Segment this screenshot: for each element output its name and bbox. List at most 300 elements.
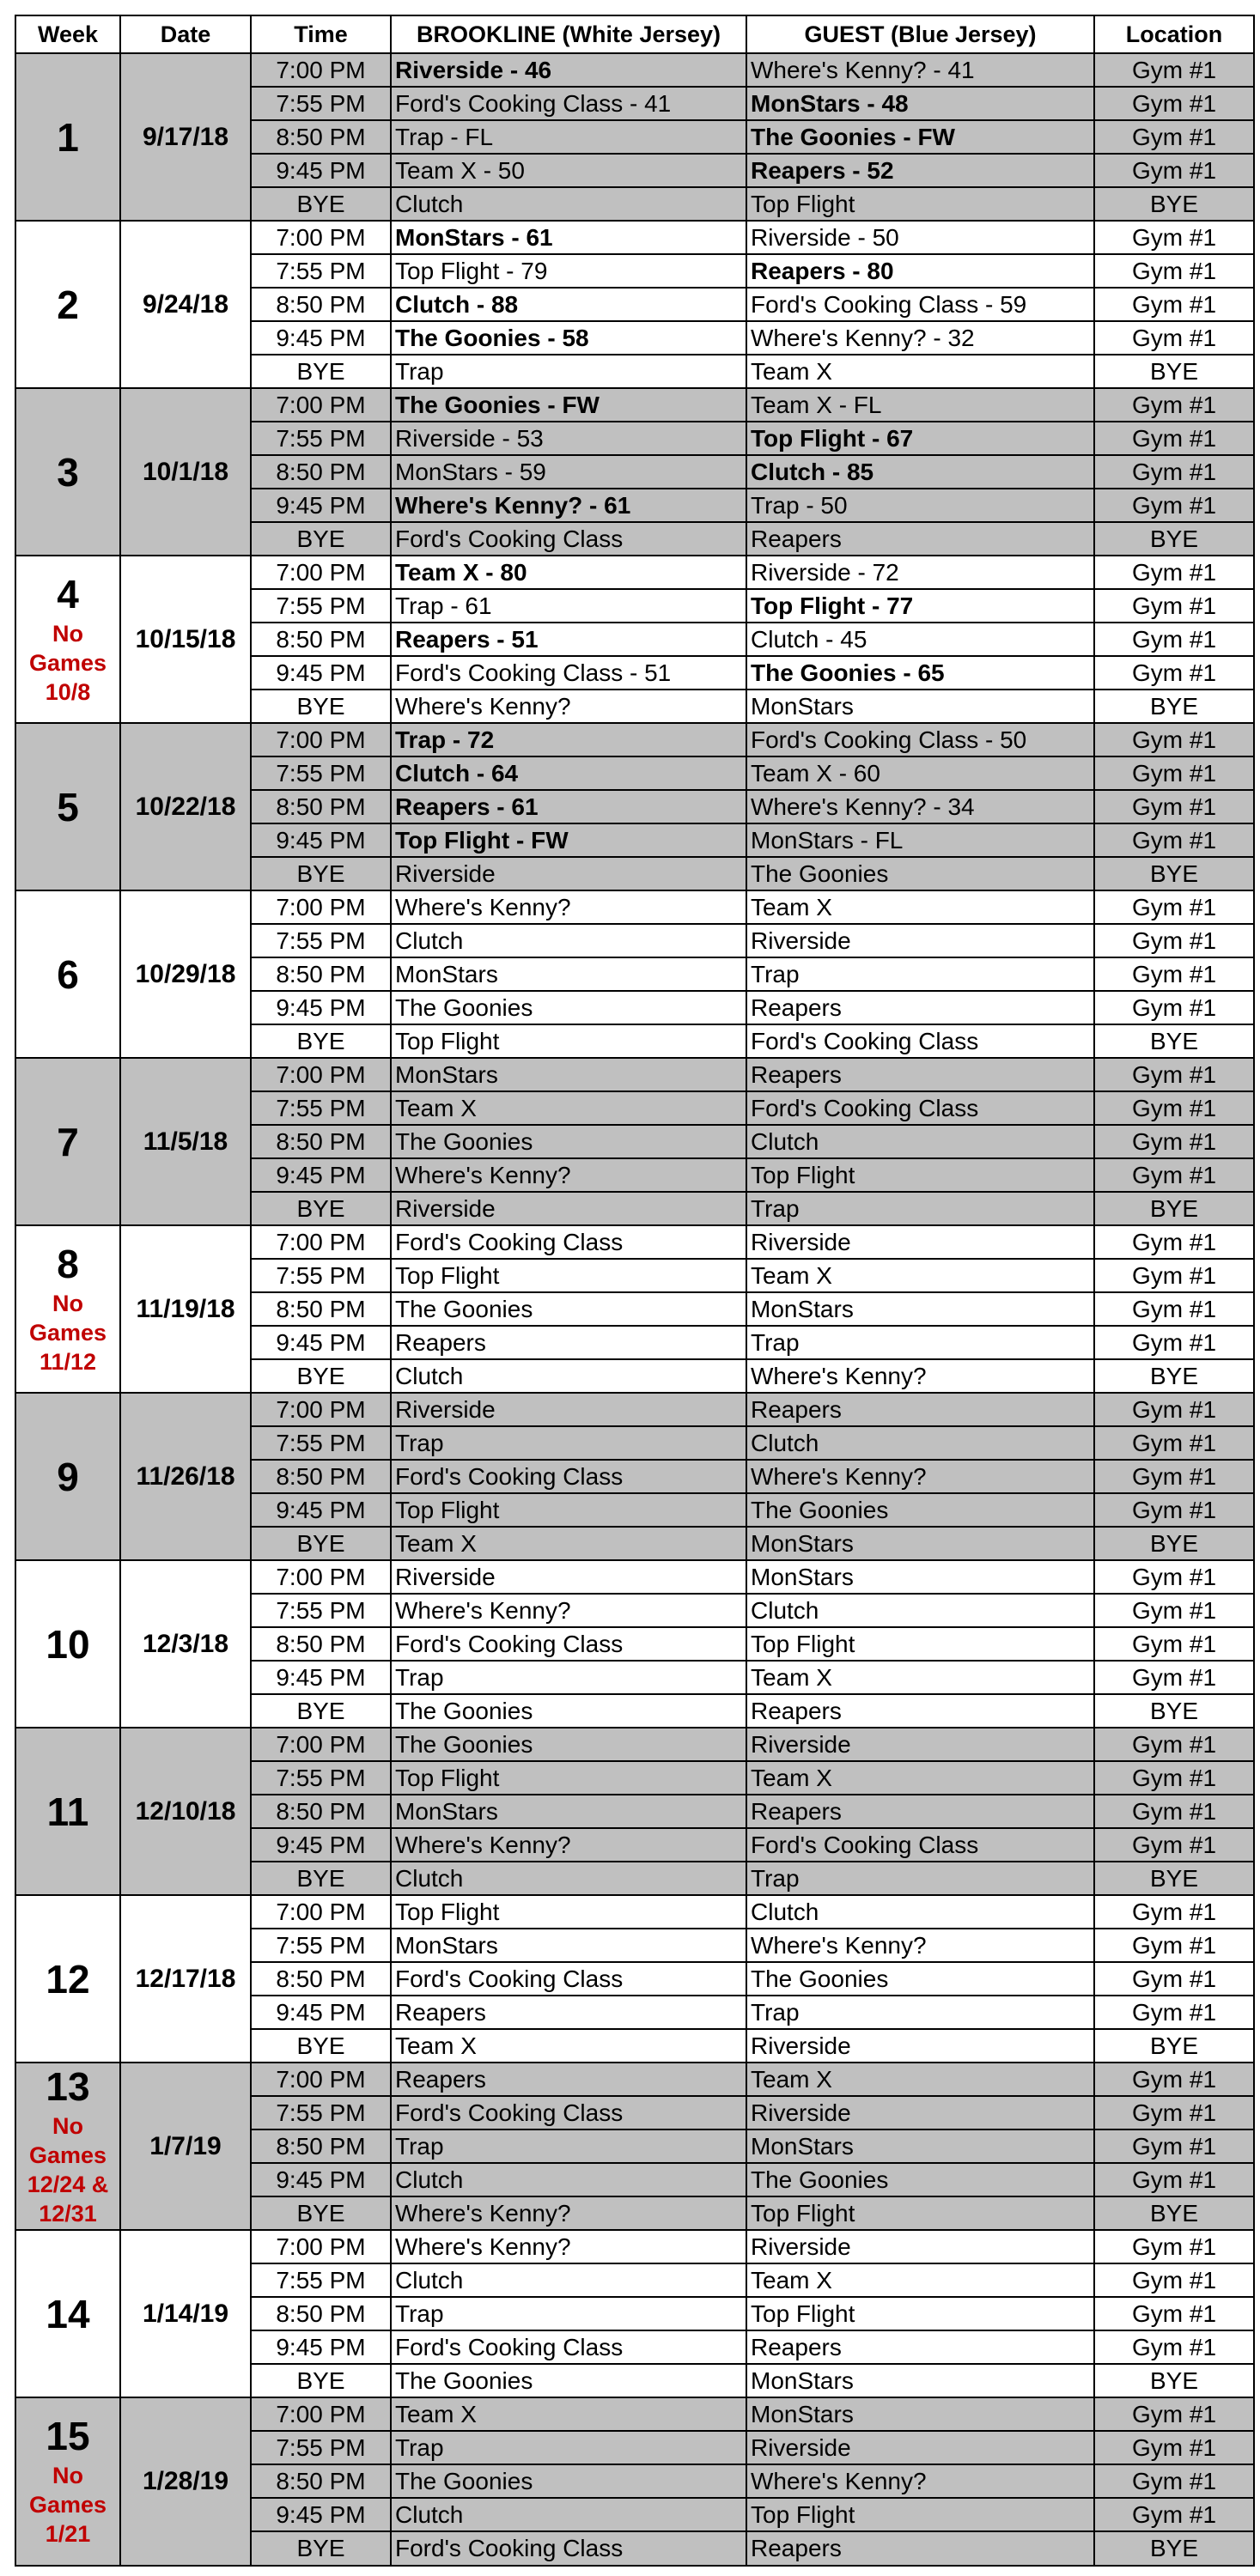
week-cell: [15, 53, 120, 221]
home-team: Ford's Cooking Class: [391, 2531, 746, 2566]
home-team: Where's Kenny?: [391, 2230, 746, 2263]
game-time: 7:00 PM: [251, 2230, 391, 2263]
game-time: 8:50 PM: [251, 455, 391, 489]
home-team: Top Flight: [391, 1761, 746, 1795]
game-time: BYE: [251, 1527, 391, 1560]
week-number: 12: [46, 1956, 90, 2002]
week-date: 11/19/18: [120, 1225, 251, 1393]
guest-team: MonStars: [746, 690, 1094, 723]
week-number: 4: [57, 571, 79, 617]
home-team: MonStars - 59: [391, 455, 746, 489]
no-games-note: No Games 1/21: [28, 2463, 107, 2548]
game-location: Gym #1: [1094, 87, 1254, 120]
game-time: 8:50 PM: [251, 2129, 391, 2163]
guest-team: The Goonies: [746, 2163, 1094, 2196]
game-location: Gym #1: [1094, 2129, 1254, 2163]
week-date: 10/22/18: [120, 723, 251, 890]
game-time: 9:45 PM: [251, 823, 391, 857]
header-row: [15, 15, 1254, 53]
week-date: 9/17/18: [120, 53, 251, 221]
home-team: Trap: [391, 1426, 746, 1460]
home-team: Team X: [391, 1527, 746, 1560]
no-games-note: No Games 11/12: [28, 1290, 107, 1375]
header-guest-team: GUEST (Blue Jersey): [746, 15, 1094, 53]
game-row: [15, 2230, 1254, 2263]
guest-team: Reapers: [746, 1393, 1094, 1426]
game-time: BYE: [251, 1694, 391, 1728]
game-time: 7:00 PM: [251, 890, 391, 924]
week-date: 10/15/18: [120, 556, 251, 723]
week-date: 1/28/19: [120, 2397, 251, 2566]
guest-team: The Goonies - 65: [746, 656, 1094, 690]
game-time: BYE: [251, 690, 391, 723]
guest-team: Riverside: [746, 1225, 1094, 1259]
game-time: 7:00 PM: [251, 1560, 391, 1594]
game-time: 7:55 PM: [251, 1929, 391, 1962]
home-team: Clutch: [391, 2163, 746, 2196]
game-location: Gym #1: [1094, 120, 1254, 154]
home-team: Clutch: [391, 1862, 746, 1895]
game-location: Gym #1: [1094, 53, 1254, 87]
game-time: BYE: [251, 1024, 391, 1058]
game-time: 7:55 PM: [251, 87, 391, 120]
guest-team: Top Flight: [746, 1627, 1094, 1661]
game-location: BYE: [1094, 2364, 1254, 2397]
week-number: 9: [57, 1454, 79, 1499]
home-team: Ford's Cooking Class: [391, 1627, 746, 1661]
game-location: BYE: [1094, 857, 1254, 890]
home-team: Ford's Cooking Class: [391, 1460, 746, 1493]
week-number: 1: [57, 114, 79, 160]
game-time: 8:50 PM: [251, 1627, 391, 1661]
game-location: Gym #1: [1094, 1225, 1254, 1259]
game-time: 7:00 PM: [251, 1393, 391, 1426]
game-location: BYE: [1094, 1694, 1254, 1728]
game-time: 7:55 PM: [251, 254, 391, 288]
home-team: Team X - 50: [391, 154, 746, 187]
guest-team: Where's Kenny?: [746, 1929, 1094, 1962]
game-location: Gym #1: [1094, 1091, 1254, 1125]
game-time: 9:45 PM: [251, 1661, 391, 1694]
guest-team: Riverside - 50: [746, 221, 1094, 254]
home-team: Ford's Cooking Class: [391, 2096, 746, 2129]
game-time: 9:45 PM: [251, 1996, 391, 2029]
guest-team: Top Flight: [746, 187, 1094, 221]
game-row: [15, 221, 1254, 254]
game-location: BYE: [1094, 1024, 1254, 1058]
home-team: MonStars: [391, 957, 746, 991]
game-time: 8:50 PM: [251, 288, 391, 321]
guest-team: Clutch: [746, 1895, 1094, 1929]
game-time: 9:45 PM: [251, 154, 391, 187]
game-location: Gym #1: [1094, 1795, 1254, 1828]
no-games-note: No Games 10/8: [28, 620, 107, 705]
game-time: BYE: [251, 355, 391, 388]
home-team: Trap: [391, 2431, 746, 2464]
home-team: MonStars: [391, 1058, 746, 1091]
week-cell: [15, 556, 120, 723]
game-time: 7:00 PM: [251, 221, 391, 254]
game-location: Gym #1: [1094, 556, 1254, 589]
home-team: Ford's Cooking Class: [391, 2330, 746, 2364]
week-number: 8: [57, 1241, 79, 1286]
game-location: Gym #1: [1094, 2063, 1254, 2096]
game-time: 8:50 PM: [251, 2464, 391, 2498]
guest-team: Reapers: [746, 2531, 1094, 2566]
guest-team: Where's Kenny?: [746, 2464, 1094, 2498]
game-location: Gym #1: [1094, 1393, 1254, 1426]
guest-team: Clutch - 45: [746, 623, 1094, 656]
guest-team: Team X: [746, 355, 1094, 388]
game-location: Gym #1: [1094, 1996, 1254, 2029]
game-time: 7:55 PM: [251, 1091, 391, 1125]
home-team: Riverside: [391, 857, 746, 890]
game-time: 8:50 PM: [251, 120, 391, 154]
game-time: 7:55 PM: [251, 2096, 391, 2129]
home-team: Ford's Cooking Class: [391, 522, 746, 556]
week-date: 11/5/18: [120, 1058, 251, 1225]
guest-team: Trap: [746, 1862, 1094, 1895]
game-time: BYE: [251, 522, 391, 556]
home-team: Where's Kenny?: [391, 690, 746, 723]
game-location: Gym #1: [1094, 1627, 1254, 1661]
game-time: 8:50 PM: [251, 1962, 391, 1996]
game-location: Gym #1: [1094, 890, 1254, 924]
week-number: 7: [57, 1119, 79, 1164]
week-date: 11/26/18: [120, 1393, 251, 1560]
guest-team: Team X: [746, 1761, 1094, 1795]
week-cell: [15, 1560, 120, 1728]
guest-team: Trap: [746, 957, 1094, 991]
game-location: BYE: [1094, 2531, 1254, 2566]
game-time: BYE: [251, 2029, 391, 2063]
home-team: The Goonies: [391, 2464, 746, 2498]
week-date: 12/17/18: [120, 1895, 251, 2063]
home-team: Clutch: [391, 1359, 746, 1393]
week-cell: [15, 1225, 120, 1393]
game-time: 8:50 PM: [251, 1460, 391, 1493]
guest-team: Where's Kenny? - 41: [746, 53, 1094, 87]
game-time: 7:55 PM: [251, 1259, 391, 1292]
guest-team: Top Flight: [746, 1158, 1094, 1192]
week-cell: [15, 221, 120, 388]
home-team: MonStars: [391, 1929, 746, 1962]
game-location: Gym #1: [1094, 2263, 1254, 2297]
home-team: Where's Kenny?: [391, 1158, 746, 1192]
game-location: Gym #1: [1094, 924, 1254, 957]
game-location: Gym #1: [1094, 823, 1254, 857]
home-team: Ford's Cooking Class - 51: [391, 656, 746, 690]
game-time: 9:45 PM: [251, 2330, 391, 2364]
home-team: Trap: [391, 355, 746, 388]
guest-team: Riverside: [746, 2230, 1094, 2263]
home-team: Trap: [391, 1661, 746, 1694]
week-cell: [15, 890, 120, 1058]
game-location: BYE: [1094, 1359, 1254, 1393]
game-location: Gym #1: [1094, 790, 1254, 823]
game-time: 7:00 PM: [251, 53, 391, 87]
guest-team: Ford's Cooking Class: [746, 1024, 1094, 1058]
game-time: 8:50 PM: [251, 1125, 391, 1158]
game-location: Gym #1: [1094, 589, 1254, 623]
game-row: [15, 53, 1254, 87]
home-team: Reapers - 51: [391, 623, 746, 656]
game-location: Gym #1: [1094, 656, 1254, 690]
guest-team: MonStars: [746, 2397, 1094, 2431]
game-location: Gym #1: [1094, 288, 1254, 321]
home-team: Reapers: [391, 1996, 746, 2029]
game-location: BYE: [1094, 522, 1254, 556]
header-location: Location: [1094, 15, 1254, 53]
game-location: Gym #1: [1094, 1560, 1254, 1594]
game-location: Gym #1: [1094, 1895, 1254, 1929]
game-location: Gym #1: [1094, 1493, 1254, 1527]
home-team: MonStars - 61: [391, 221, 746, 254]
header-time: Time: [251, 15, 391, 53]
home-team: Where's Kenny?: [391, 890, 746, 924]
guest-team: Where's Kenny? - 32: [746, 321, 1094, 355]
game-time: 9:45 PM: [251, 489, 391, 522]
game-location: Gym #1: [1094, 1594, 1254, 1627]
game-time: 8:50 PM: [251, 1795, 391, 1828]
game-location: Gym #1: [1094, 1058, 1254, 1091]
week-number: 13: [46, 2063, 90, 2109]
week-cell: [15, 1895, 120, 2063]
guest-team: Team X: [746, 2063, 1094, 2096]
guest-team: Team X - 60: [746, 756, 1094, 790]
game-location: BYE: [1094, 690, 1254, 723]
game-location: Gym #1: [1094, 321, 1254, 355]
game-row: [15, 1895, 1254, 1929]
header-date: Date: [120, 15, 251, 53]
home-team: Clutch: [391, 924, 746, 957]
guest-team: Reapers: [746, 2330, 1094, 2364]
game-time: BYE: [251, 1862, 391, 1895]
game-time: 8:50 PM: [251, 623, 391, 656]
guest-team: Trap - 50: [746, 489, 1094, 522]
home-team: Trap - 72: [391, 723, 746, 756]
home-team: Top Flight: [391, 1493, 746, 1527]
game-time: 8:50 PM: [251, 957, 391, 991]
home-team: The Goonies: [391, 1728, 746, 1761]
guest-team: The Goonies: [746, 1493, 1094, 1527]
game-location: Gym #1: [1094, 2464, 1254, 2498]
game-location: BYE: [1094, 355, 1254, 388]
home-team: Where's Kenny?: [391, 2196, 746, 2230]
game-time: 9:45 PM: [251, 656, 391, 690]
guest-team: Reapers - 52: [746, 154, 1094, 187]
game-row: [15, 556, 1254, 589]
home-team: Clutch: [391, 2498, 746, 2531]
game-time: 9:45 PM: [251, 1828, 391, 1862]
guest-team: Trap: [746, 1326, 1094, 1359]
game-row: [15, 2063, 1254, 2096]
home-team: Team X: [391, 1091, 746, 1125]
guest-team: Team X: [746, 2263, 1094, 2297]
game-time: 7:00 PM: [251, 1728, 391, 1761]
guest-team: Where's Kenny? - 34: [746, 790, 1094, 823]
week-cell: [15, 2063, 120, 2230]
home-team: Top Flight: [391, 1259, 746, 1292]
guest-team: Ford's Cooking Class - 59: [746, 288, 1094, 321]
schedule-body: [15, 53, 1254, 2566]
home-team: Reapers: [391, 2063, 746, 2096]
home-team: The Goonies: [391, 2364, 746, 2397]
game-time: BYE: [251, 2196, 391, 2230]
guest-team: Ford's Cooking Class: [746, 1828, 1094, 1862]
guest-team: Clutch: [746, 1426, 1094, 1460]
week-cell: [15, 388, 120, 556]
game-location: Gym #1: [1094, 221, 1254, 254]
game-row: [15, 1728, 1254, 1761]
game-time: 9:45 PM: [251, 1326, 391, 1359]
week-date: 1/14/19: [120, 2230, 251, 2397]
game-time: BYE: [251, 1359, 391, 1393]
home-team: Ford's Cooking Class: [391, 1225, 746, 1259]
game-location: Gym #1: [1094, 2397, 1254, 2431]
game-location: Gym #1: [1094, 2163, 1254, 2196]
home-team: The Goonies: [391, 1292, 746, 1326]
game-time: 7:55 PM: [251, 1426, 391, 1460]
game-row: [15, 723, 1254, 756]
home-team: The Goonies: [391, 1694, 746, 1728]
week-number: 15: [46, 2414, 90, 2459]
game-location: Gym #1: [1094, 1460, 1254, 1493]
game-time: 7:55 PM: [251, 589, 391, 623]
guest-team: Top Flight - 67: [746, 422, 1094, 455]
guest-team: MonStars - 48: [746, 87, 1094, 120]
home-team: Team X: [391, 2029, 746, 2063]
game-location: Gym #1: [1094, 1259, 1254, 1292]
game-location: Gym #1: [1094, 957, 1254, 991]
week-date: 9/24/18: [120, 221, 251, 388]
game-location: Gym #1: [1094, 1326, 1254, 1359]
game-time: 7:55 PM: [251, 924, 391, 957]
guest-team: Reapers: [746, 1795, 1094, 1828]
week-date: 10/29/18: [120, 890, 251, 1058]
week-number: 5: [57, 784, 79, 829]
game-location: Gym #1: [1094, 2330, 1254, 2364]
game-location: Gym #1: [1094, 1962, 1254, 1996]
guest-team: MonStars: [746, 2129, 1094, 2163]
game-time: 7:00 PM: [251, 2397, 391, 2431]
game-time: BYE: [251, 187, 391, 221]
game-location: BYE: [1094, 2029, 1254, 2063]
game-time: 9:45 PM: [251, 321, 391, 355]
game-location: Gym #1: [1094, 388, 1254, 422]
home-team: Clutch - 64: [391, 756, 746, 790]
game-time: 7:00 PM: [251, 1225, 391, 1259]
game-location: Gym #1: [1094, 1828, 1254, 1862]
week-date: 1/7/19: [120, 2063, 251, 2230]
guest-team: Clutch: [746, 1594, 1094, 1627]
game-location: Gym #1: [1094, 1728, 1254, 1761]
game-location: Gym #1: [1094, 756, 1254, 790]
game-location: Gym #1: [1094, 154, 1254, 187]
game-location: BYE: [1094, 1862, 1254, 1895]
week-number: 2: [57, 282, 79, 327]
home-team: The Goonies - FW: [391, 388, 746, 422]
week-number: 14: [46, 2291, 90, 2336]
game-time: 8:50 PM: [251, 790, 391, 823]
home-team: Riverside: [391, 1560, 746, 1594]
home-team: Clutch: [391, 2263, 746, 2297]
game-location: Gym #1: [1094, 1929, 1254, 1962]
game-time: BYE: [251, 1192, 391, 1225]
week-cell: [15, 1728, 120, 1895]
schedule-table: [15, 15, 1255, 2567]
game-location: Gym #1: [1094, 1125, 1254, 1158]
guest-team: Ford's Cooking Class - 50: [746, 723, 1094, 756]
home-team: Riverside: [391, 1192, 746, 1225]
guest-team: Trap: [746, 1192, 1094, 1225]
guest-team: Riverside: [746, 2029, 1094, 2063]
game-location: BYE: [1094, 1192, 1254, 1225]
week-date: 12/10/18: [120, 1728, 251, 1895]
guest-team: Team X: [746, 1661, 1094, 1694]
guest-team: Team X: [746, 890, 1094, 924]
game-location: Gym #1: [1094, 1426, 1254, 1460]
week-date: 10/1/18: [120, 388, 251, 556]
home-team: Reapers: [391, 1326, 746, 1359]
guest-team: Ford's Cooking Class: [746, 1091, 1094, 1125]
guest-team: Clutch: [746, 1125, 1094, 1158]
game-time: 7:55 PM: [251, 1761, 391, 1795]
game-time: 7:00 PM: [251, 1895, 391, 1929]
game-row: [15, 1058, 1254, 1091]
home-team: Top Flight - FW: [391, 823, 746, 857]
game-location: Gym #1: [1094, 1761, 1254, 1795]
guest-team: The Goonies - FW: [746, 120, 1094, 154]
guest-team: Reapers: [746, 1058, 1094, 1091]
home-team: Trap - FL: [391, 120, 746, 154]
week-cell: [15, 2397, 120, 2566]
game-time: BYE: [251, 857, 391, 890]
game-time: 7:00 PM: [251, 388, 391, 422]
guest-team: MonStars: [746, 1560, 1094, 1594]
week-cell: [15, 723, 120, 890]
home-team: Ford's Cooking Class: [391, 1962, 746, 1996]
week-cell: [15, 1393, 120, 1560]
game-row: [15, 388, 1254, 422]
game-time: 7:00 PM: [251, 2063, 391, 2096]
guest-team: MonStars: [746, 1292, 1094, 1326]
home-team: Ford's Cooking Class - 41: [391, 87, 746, 120]
game-time: 9:45 PM: [251, 1158, 391, 1192]
week-cell: [15, 1058, 120, 1225]
game-location: BYE: [1094, 1527, 1254, 1560]
game-time: 7:00 PM: [251, 1058, 391, 1091]
game-row: [15, 1225, 1254, 1259]
guest-team: Team X: [746, 1259, 1094, 1292]
home-team: Trap: [391, 2297, 746, 2330]
home-team: Riverside - 46: [391, 53, 746, 87]
guest-team: The Goonies: [746, 857, 1094, 890]
guest-team: Reapers: [746, 1694, 1094, 1728]
guest-team: Riverside: [746, 2096, 1094, 2129]
home-team: Top Flight - 79: [391, 254, 746, 288]
game-location: Gym #1: [1094, 723, 1254, 756]
guest-team: Riverside: [746, 924, 1094, 957]
home-team: Trap: [391, 2129, 746, 2163]
game-time: 7:00 PM: [251, 723, 391, 756]
home-team: The Goonies: [391, 991, 746, 1024]
game-location: Gym #1: [1094, 1292, 1254, 1326]
home-team: Riverside: [391, 1393, 746, 1426]
game-row: [15, 890, 1254, 924]
game-time: 8:50 PM: [251, 2297, 391, 2330]
home-team: Where's Kenny?: [391, 1828, 746, 1862]
